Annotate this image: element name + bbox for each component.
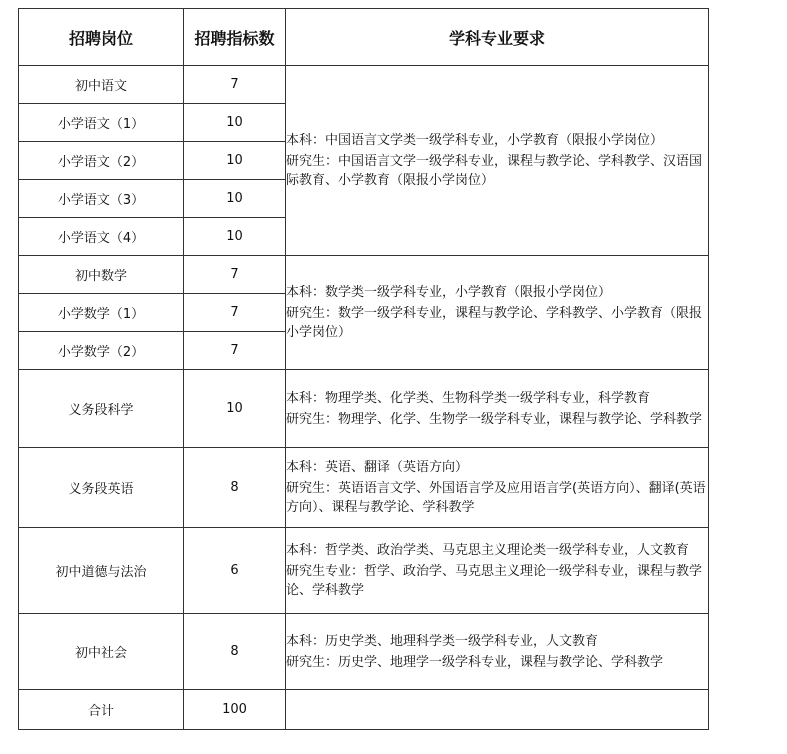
requirement-cell xyxy=(286,528,709,614)
header-quota: 招聘指标数 xyxy=(184,9,286,66)
post-name: 初中社会 xyxy=(19,614,184,690)
post-name: 初中数学 xyxy=(19,256,184,294)
requirement-cell xyxy=(286,370,709,448)
requirement-cell xyxy=(286,614,709,690)
table-row xyxy=(19,614,709,690)
post-name: 初中语文 xyxy=(19,66,184,104)
post-count: 10 xyxy=(184,180,286,218)
requirement-cell xyxy=(286,256,709,370)
post-count: 10 xyxy=(184,104,286,142)
header-position: 招聘岗位 xyxy=(19,9,184,66)
total-row xyxy=(19,690,709,730)
post-count: 7 xyxy=(184,256,286,294)
post-name: 小学语文（4） xyxy=(19,218,184,256)
post-count: 8 xyxy=(184,614,286,690)
table-row xyxy=(19,370,709,448)
undergrad-requirement: 本科：物理学类、化学类、生物科学类一级学科专业，科学教育 xyxy=(286,390,651,406)
grad-requirement: 研究生：英语语言文学、外国语言学及应用语言学(英语方向）、翻译(英语方向）、课程与教学论、学科教学 xyxy=(286,481,706,515)
post-name: 小学数学（1） xyxy=(19,294,184,332)
header-requirements: 学科专业要求 xyxy=(286,9,709,66)
post-name: 小学语文（2） xyxy=(19,142,184,180)
header-row xyxy=(19,9,709,66)
post-name: 小学数学（2） xyxy=(19,332,184,370)
grad-requirement: 研究生：中国语言文学一级学科专业，课程与教学论、学科教学、汉语国际教育、小学教育（限报小学岗位） xyxy=(286,154,703,188)
post-name: 小学语文（3） xyxy=(19,180,184,218)
undergrad-requirement: 本科：中国语言文学类一级学科专业，小学教育（限报小学岗位） xyxy=(286,133,664,148)
undergrad-requirement: 本科：历史学类、地理科学类一级学科专业，人文教育 xyxy=(286,633,599,649)
grad-requirement: 研究生：数学一级学科专业，课程与教学论、学科教学、小学教育（限报小学岗位） xyxy=(286,306,703,340)
post-count: 7 xyxy=(184,294,286,332)
grad-requirement: 研究生：物理学、化学、生物学一级学科专业，课程与教学论、学科教学 xyxy=(286,411,703,427)
undergrad-requirement: 本科：数学类一级学科专业，小学教育（限报小学岗位） xyxy=(286,285,612,300)
recruitment-table xyxy=(18,8,709,730)
post-count: 7 xyxy=(184,66,286,104)
post-count: 6 xyxy=(184,528,286,614)
grad-requirement: 研究生：历史学、地理学一级学科专业，课程与教学论、学科教学 xyxy=(286,654,664,670)
total-label: 合计 xyxy=(19,690,184,730)
post-name: 初中道德与法治 xyxy=(19,528,184,614)
post-name: 小学语文（1） xyxy=(19,104,184,142)
post-name: 义务段英语 xyxy=(19,448,184,528)
post-count: 7 xyxy=(184,332,286,370)
requirement-cell xyxy=(286,66,709,256)
requirement-cell xyxy=(286,448,709,528)
post-name: 义务段科学 xyxy=(19,370,184,448)
undergrad-requirement: 本科：英语、翻译（英语方向） xyxy=(286,460,469,475)
table-row xyxy=(19,448,709,528)
total-empty-cell xyxy=(286,690,709,730)
post-count: 10 xyxy=(184,370,286,448)
post-count: 10 xyxy=(184,142,286,180)
table-row xyxy=(19,528,709,614)
table-row xyxy=(19,256,709,294)
total-count: 100 xyxy=(184,690,286,730)
table-row xyxy=(19,66,709,104)
undergrad-requirement: 本科：哲学类、政治学类、马克思主义理论类一级学科专业，人文教育 xyxy=(286,543,690,558)
post-count: 8 xyxy=(184,448,286,528)
post-count: 10 xyxy=(184,218,286,256)
grad-requirement: 研究生专业：哲学、政治学、马克思主义理论一级学科专业，课程与教学论、学科教学 xyxy=(286,564,703,598)
